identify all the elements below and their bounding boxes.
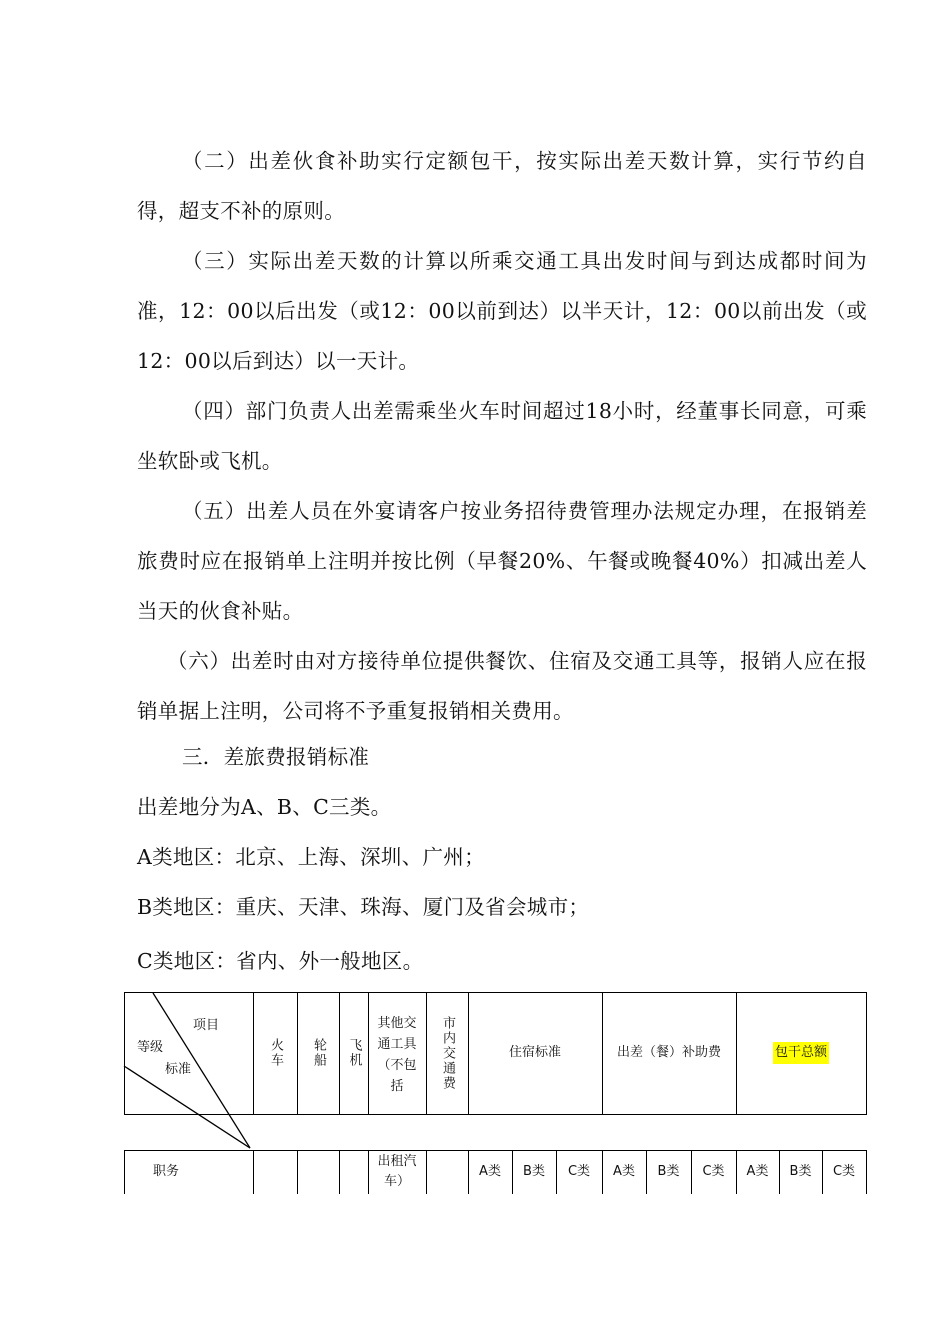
col-total xyxy=(736,992,866,1114)
row-position: 职务 xyxy=(152,1164,179,1179)
total-class-c: C类 xyxy=(832,1164,856,1179)
area-b-line: B类地区：重庆、天津、珠海、厦门及省会城市； xyxy=(137,895,590,919)
paragraph-6: （六）出差时由对方接待单位提供餐饮、住宿及交通工具等，报销人应在报销单据上注明，公司将不予重复报销相关费用。 xyxy=(137,649,867,723)
diag-item-label: 项目 xyxy=(192,1018,219,1033)
paragraph-5: （五）出差人员在外宴请客户按业务招待费管理办法规定办理，在报销差旅费时应在报销单上注明并按比例（早餐20%、午餐或晚餐40%）扣减出差人当天的伙食补贴。 xyxy=(137,499,867,623)
subsidy-class-a: A类 xyxy=(613,1164,635,1179)
col-lodging: 住宿标准 xyxy=(508,1045,561,1060)
col-plane: 飞机 xyxy=(346,1038,362,1068)
area-a-line: A类地区：北京、上海、深圳、广州； xyxy=(137,845,485,869)
diag-grade-label: 等级 xyxy=(136,1040,163,1055)
diag-standard-label: 标准 xyxy=(164,1062,191,1077)
other-transport-cont: 出租汽车） xyxy=(377,1154,417,1189)
paragraph-4: （四）部门负责人出差需乘坐火车时间超过18小时，经董事长同意，可乘坐软卧或飞机。 xyxy=(137,399,867,473)
paragraph-2: （二）出差伙食补助实行定额包干，按实际出差天数计算，实行节约自得，超支不补的原则。 xyxy=(137,149,867,223)
col-city-transport: 市内交通费 xyxy=(440,1015,455,1091)
lodging-class-a: A类 xyxy=(479,1164,501,1179)
subsidy-class-c: C类 xyxy=(702,1164,725,1179)
area-c-line: C类地区：省内、外一般地区。 xyxy=(137,949,424,973)
total-class-a: A类 xyxy=(746,1164,769,1179)
col-subsidy: 出差（餐）补助费 xyxy=(616,1045,721,1060)
categories-line: 出差地分为A、B、C三类。 xyxy=(137,795,392,819)
paragraph-3: （三）实际出差天数的计算以所乘交通工具出发时间与到达成都时间为准，12：00以后出发（或12：00以前到达）以半天计，12：00以前出发（或12：00以后到达）以一天计。 xyxy=(137,249,867,373)
lodging-class-c: C类 xyxy=(567,1164,591,1179)
section-heading: 三．差旅费报销标准 xyxy=(182,745,370,769)
col-other-transport: 其他交通工具（不包括 xyxy=(377,1016,417,1094)
col-train: 火车 xyxy=(268,1038,283,1068)
highlighted-total-label: 包干总额 xyxy=(773,1042,829,1064)
col-ship: 轮船 xyxy=(311,1038,326,1068)
total-class-b: B类 xyxy=(789,1164,812,1179)
subsidy-class-b: B类 xyxy=(657,1164,680,1179)
lodging-class-b: B类 xyxy=(523,1164,545,1179)
